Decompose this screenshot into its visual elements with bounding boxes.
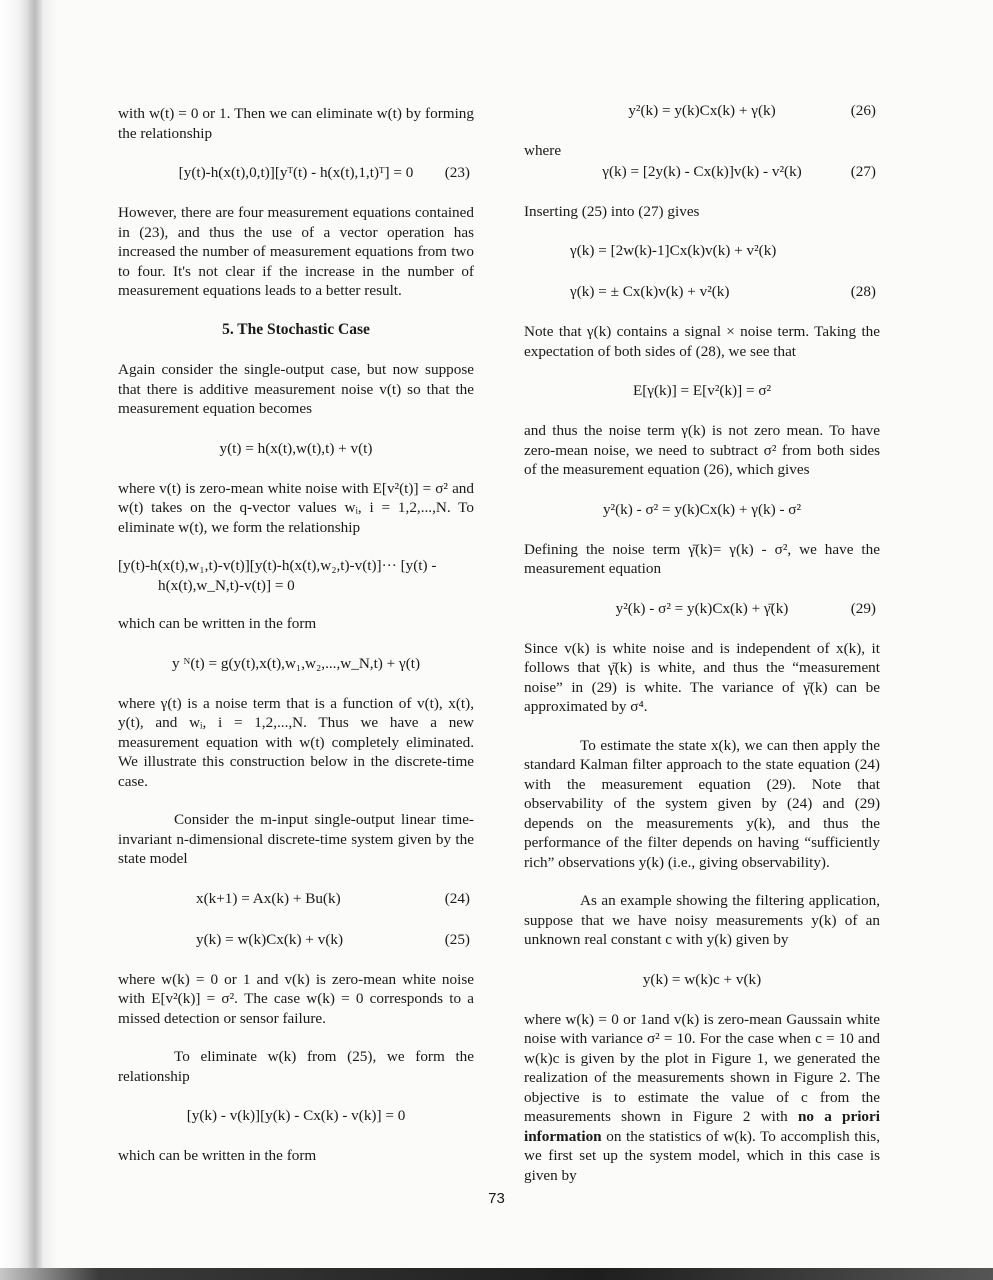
equation-line: [y(t)-h(x(t),w₁,t)-v(t)][y(t)-h(x(t),w₂,t)-v(t)]··· [y(t) - (118, 557, 437, 574)
paragraph: where γ(t) is a noise term that is a function of v(t), x(t), y(t), and wᵢ, i = 1,2,...,N. Thus we have a new measurement equation with w(t) completely eliminated. We illustrate this construction below in the discrete-time case. (118, 694, 474, 790)
paragraph: and thus the noise term γ(k) is not zero mean. To have zero-mean noise, we need to subtract σ² from both sides of the measurement equation (26), which gives (524, 422, 880, 478)
equation-number: (23) (444, 164, 470, 181)
paragraph: Note that γ(k) contains a signal × noise term. Taking the expectation of both sides of (28), we see that (524, 323, 880, 360)
paragraph: which can be written in the form (118, 1147, 317, 1164)
paragraph: where w(k) = 0 or 1 and v(k) is zero-mean white noise with E[v²(k)] = σ². The case w(k) = 0 corresponds to a missed detection or sensor failure. (118, 970, 474, 1027)
section-title: 5. The Stochastic Case (222, 320, 370, 338)
equation-24 (118, 888, 474, 910)
paragraph: with w(t) = 0 or 1. Then we can eliminate w(t) by forming the relationship (118, 105, 474, 142)
paragraph: Since v(k) is white noise and is independent of x(k), it follows that γ̄(k) is white, and thus the “measurement noise” in (29) is white. The variance of γ̄(k) can be approximated by σ⁴. (524, 639, 880, 715)
equation-29 (524, 598, 880, 620)
paragraph-text: where w(k) = 0 or 1and v(k) is zero-mean Gaussain white noise with variance σ² = 10. For the case when c = 10 and w(k)c is given by the plot in Figure 1, we generated the realization of the measurements shown in Figure 2. The objective is to estimate the value of c from the measurements shown in Figure 2 with (524, 1010, 880, 1125)
paragraph: Inserting (25) into (27) gives (524, 202, 700, 220)
paragraph: Consider the m-input single-output linear time-invariant n-dimensional discrete-time system given by the state model (118, 811, 474, 867)
paragraph (524, 1010, 880, 1186)
equation-text: y²(k) - σ² = y(k)Cx(k) + γ̄(k) (615, 599, 789, 617)
equation-number: (28) (850, 283, 876, 300)
equation-inserted (524, 240, 880, 262)
page-number: 73 (488, 1190, 505, 1207)
equation-text: y(k) = w(k)c + v(k) (642, 970, 762, 988)
equation-text: y²(k) = y(k)Cx(k) + γ(k) (628, 102, 776, 120)
equation-text: x(k+1) = Ax(k) + Bu(k) (196, 889, 341, 907)
emphasis-text: no a priori information (524, 1108, 880, 1145)
right-column (524, 100, 880, 1204)
equation-27 (524, 161, 880, 183)
paragraph: where v(t) is zero-mean white noise with E[v²(t)] = σ² and w(t) takes on the q-vector values wᵢ, i = 1,2,...,N. To eliminate w(t), we form the relationship (118, 479, 474, 536)
equation-text: γ(k) = ± Cx(k)v(k) + v²(k) (570, 283, 730, 301)
equation-number: (24) (444, 889, 470, 907)
paragraph: Again consider the single-output case, but now suppose that there is additive measurement noise v(t) so that the measurement equation becomes (118, 361, 474, 417)
equation-yN (118, 653, 474, 675)
equation-product (118, 556, 474, 595)
equation-subtract (524, 499, 880, 521)
equation-expectation (524, 380, 880, 402)
paragraph: where (524, 142, 562, 159)
left-column (118, 104, 474, 1185)
paragraph: To estimate the state x(k), we can then apply the standard Kalman filter approach to the state equation (24) with the measurement equation (29). Note that observability of the system given by (24) and (29) depends on the measurements y(k), and thus the performance of the filter depends on having “sufficiently rich” observations y(k) (i.e., giving observability). (524, 736, 880, 871)
equation-text: y(k) = w(k)Cx(k) + v(k) (196, 930, 344, 948)
page-bottom-edge (0, 1268, 993, 1280)
paragraph: Defining the noise term γ̄(k)= γ(k) - σ², we have the measurement equation (524, 540, 880, 577)
equation-text: [y(t)-h(x(t),0,t)][yᵀ(t) - h(x(t),1,t)ᵀ] = 0 (178, 164, 414, 182)
equation-28 (524, 281, 880, 303)
equation-text: y(t) = h(x(t),w(t),t) + v(t) (219, 439, 373, 457)
equation-measurement (118, 438, 474, 460)
equation-text: y²(k) - σ² = y(k)Cx(k) + γ(k) - σ² (602, 500, 802, 518)
equation-k (118, 1105, 474, 1127)
paragraph: However, there are four measurement equations contained in (23), and thus the use of a vector operation has increased the number of measurement equations from two to four. It's not clear if the increase in the number of measurement equations leads to a better result. (118, 204, 474, 299)
paragraph: To eliminate w(k) from (25), we form the relationship (118, 1048, 474, 1085)
equation-text: γ(k) = [2w(k)-1]Cx(k)v(k) + v²(k) (570, 242, 777, 260)
equation-text: E[γ(k)] = E[v²(k)] = σ² (632, 382, 772, 400)
paragraph: which can be written in the form (118, 615, 317, 632)
equation-number: (29) (850, 599, 876, 617)
equation-number: (25) (444, 930, 470, 948)
equation-23 (118, 162, 474, 184)
equation-number: (26) (850, 102, 876, 119)
equation-text: y ᴺ(t) = g(y(t),x(t),w₁,w₂,...,w_N,t) + γ(t) (171, 654, 421, 672)
equation-constant (524, 969, 880, 991)
equation-25 (118, 929, 474, 951)
page-gutter-line (28, 0, 42, 1270)
equation-text: γ(k) = [2y(k) - Cx(k)]v(k) - v²(k) (602, 162, 802, 180)
equation-number: (27) (850, 162, 876, 180)
paragraph-text: on the statistics of w(k). To accomplish this, we first set up the system model, which in this case is given by (524, 1127, 880, 1184)
equation-26 (524, 100, 880, 122)
paragraph: As an example showing the filtering application, suppose that we have noisy measurements y(k) of an unknown real constant c with y(k) given by (524, 892, 880, 948)
equation-text: [y(k) - v(k)][y(k) - Cx(k) - v(k)] = 0 (186, 1107, 406, 1125)
equation-line: h(x(t),w_N,t)-v(t)] = 0 (158, 576, 295, 594)
